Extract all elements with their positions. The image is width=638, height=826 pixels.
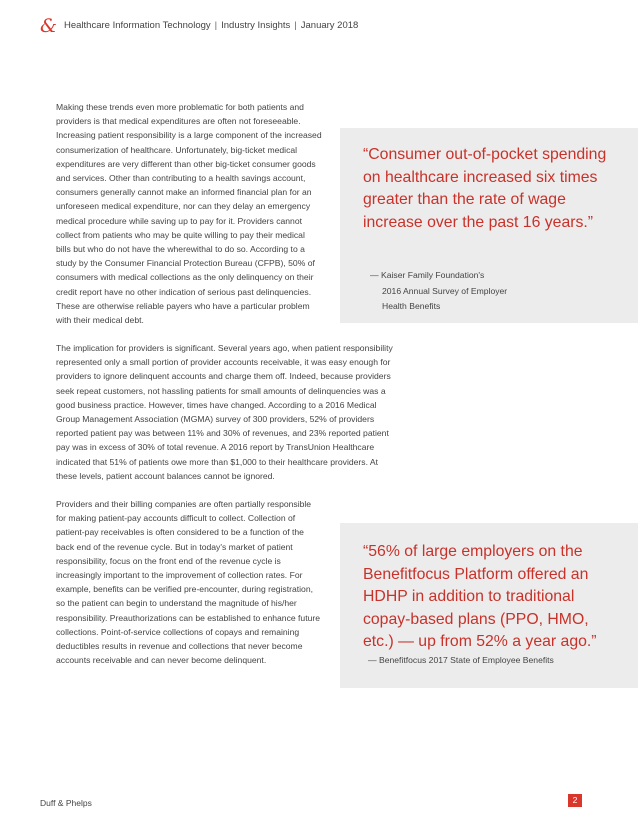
pull-quote-attribution (370, 268, 618, 315)
header-subsection: Industry Insights (221, 20, 291, 31)
attribution-line: Health Benefits (382, 301, 441, 311)
header-section: Healthcare Information Technology (64, 20, 211, 31)
pull-quote-box-2 (340, 523, 638, 688)
footer-company: Duff & Phelps (40, 798, 92, 808)
header-date: January 2018 (300, 20, 359, 31)
page-header (64, 20, 358, 31)
header-separator: | (214, 20, 218, 31)
attribution-line: 2016 Annual Survey of Employer (382, 285, 508, 296)
pull-quote-text: “56% of large employers on the Benefitfocus Platform offered an HDHP in addition to traditional copay-based plans (PPO, HMO, etc.) — up from 52% a year ago.” (363, 543, 597, 650)
attribution-line: — Kaiser Family Foundation's (370, 270, 485, 280)
page-number-badge: 2 (568, 794, 582, 807)
pull-quote-attribution: — Benefitfocus 2017 State of Employee Benefits (368, 655, 554, 665)
ampersand-logo-icon: & (40, 15, 57, 37)
pull-quote-text: “Consumer out-of-pocket spending on healthcare increased six times greater than the rate of wage increase over the past 16 years.” (363, 146, 607, 231)
pull-quote-box-1 (340, 128, 638, 323)
body-paragraph-3: Providers and their billing companies are often partially responsible for making patient-pay accounts difficult to collect. Collection of patient-pay receivables is often considered to be a function of the back end of the revenue cycle. But in today's market of patient responsibility, focus on the front end of the revenue cycle is increasingly important to the improvement of collection rates. For example, benefits can be verified pre-encounter, during registration, so the patient can begin to understand the magnitude of his/her responsibility. Preauthorizations can be established to enhance future collections. Point-of-service collections of copays and remaining deductibles results in revenue and collections that never become accounts receivable and can never become delinquent. (56, 499, 321, 666)
header-separator: | (294, 20, 297, 31)
body-paragraph-1: Making these trends even more problematic for both patients and providers is that medical expenditures are often not foreseeable. Increasing patient responsibility is a large component of the increased consumerization of healthcare. Unfortunately, big-ticket medical expenditures are very different than other big-ticket consumer goods and services. Other than contributing to a health savings account, consumers generally cannot make an informed financial plan for an unforeseen medical expenditure, nor can they delay an emergency medical procedure while saving up to pay for it. Providers cannot collect from patients who may be quite willing to pay their medical bills but who do not have the wherewithal to do so. According to a study by the Consumer Financial Protection Bureau (CFPB), 50% of consumers with medical collections as the only delinquency on their credit report have no other indication of serious past delinquencies. These are otherwise reliable payers who have a particular problem with their medical debt. (56, 102, 322, 326)
body-paragraph-2: The implication for providers is significant. Several years ago, when patient responsibility represented only a small portion of provider accounts receivable, it was easy enough for providers to ignore delinquent accounts and charge them off. Indeed, because providers seek repeat customers, not hassling patients for small amounts of delinquencies was a good business practice. However, times have changed. According to a 2016 Medical Group Management Association (MGMA) survey of 300 providers, 52% of providers reported patient pay was between 11% and 30% of revenues, and 23% reported patient pay was in excess of 30% of total revenue. A 2016 report by TransUnion Healthcare indicated that 51% of patients owe more than $1,000 to their healthcare providers. At these levels, patient account balances cannot be ignored. (56, 343, 393, 481)
